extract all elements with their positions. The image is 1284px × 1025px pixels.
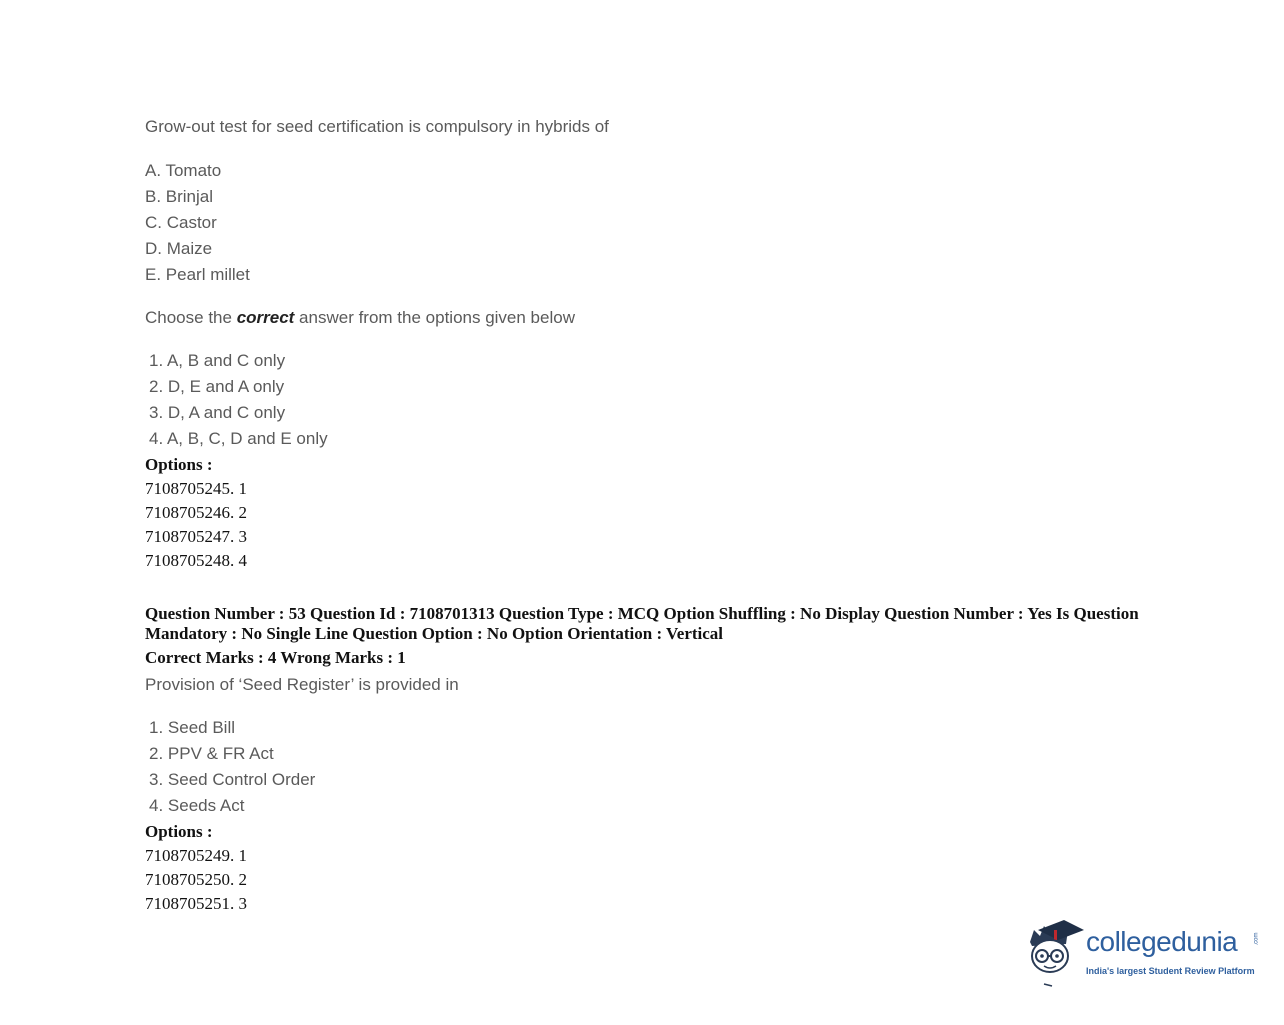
question-stem: Grow-out test for seed certification is compulsory in hybrids of bbox=[145, 117, 609, 136]
answer-choice: 2. D, E and A only bbox=[149, 377, 285, 396]
option-id: 7108705247. 3 bbox=[145, 527, 247, 546]
collegedunia-logo bbox=[1024, 916, 1264, 992]
option-id: 7108705248. 4 bbox=[145, 551, 247, 570]
answer-choice: 1. Seed Bill bbox=[149, 718, 235, 737]
list-item: B. Brinjal bbox=[145, 187, 214, 206]
option-id: 7108705250. 2 bbox=[145, 870, 247, 889]
mascot-graduation-cap-icon bbox=[1024, 916, 1086, 992]
option-id: 7108705249. 1 bbox=[145, 846, 247, 865]
option-id: 7108705251. 3 bbox=[145, 894, 247, 913]
question-marks: Correct Marks : 4 Wrong Marks : 1 bbox=[145, 648, 406, 667]
answer-choice: 4. A, B, C, D and E only bbox=[149, 429, 328, 448]
question-meta: Question Number : 53 Question Id : 7108701313 Question Type : MCQ Option Shuffling : No Display Question Number : Yes Is Question Mandatory : No Single Line Question Option : No Option Orientation : Vertical bbox=[145, 604, 1139, 643]
options-label: Options : bbox=[145, 822, 213, 841]
answer-choice: 2. PPV & FR Act bbox=[149, 744, 274, 763]
list-item: C. Castor bbox=[145, 213, 217, 232]
answer-choice: 1. A, B and C only bbox=[149, 351, 286, 370]
instruction-text bbox=[145, 308, 575, 328]
options-label: Options : bbox=[145, 455, 213, 474]
instruction-emphasis: correct bbox=[236, 308, 295, 327]
option-id: 7108705245. 1 bbox=[145, 479, 247, 498]
logo-wordmark: collegedunia bbox=[1086, 926, 1238, 957]
list-item: D. Maize bbox=[145, 239, 213, 258]
answer-choice: 3. Seed Control Order bbox=[149, 770, 316, 789]
list-item: E. Pearl millet bbox=[145, 265, 250, 284]
option-id: 7108705246. 2 bbox=[145, 503, 247, 522]
question-stem: Provision of ‘Seed Register’ is provided in bbox=[145, 675, 459, 694]
list-item: A. Tomato bbox=[145, 161, 222, 180]
answer-choice: 4. Seeds Act bbox=[149, 796, 245, 815]
logo-com: .com bbox=[1253, 932, 1260, 946]
instruction-before: Choose the bbox=[145, 308, 237, 327]
logo-tagline: India's largest Student Review Platform bbox=[1086, 966, 1255, 976]
instruction-after: answer from the options given below bbox=[294, 308, 575, 327]
answer-choice: 3. D, A and C only bbox=[149, 403, 286, 422]
